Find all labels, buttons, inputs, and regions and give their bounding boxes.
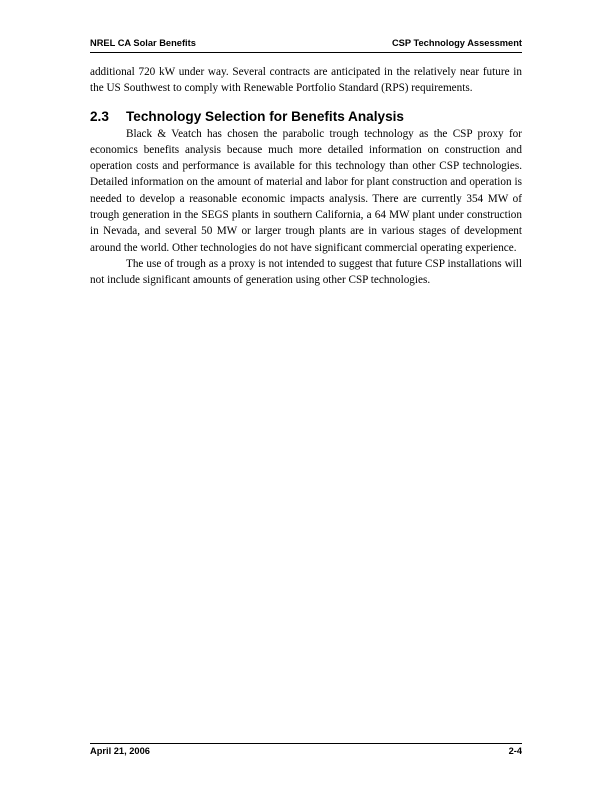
section-number: 2.3 [90, 108, 109, 124]
body-paragraph: Black & Veatch has chosen the parabolic trough technology as the CSP proxy for economics benefits analysis because much more detailed information on construction and operation costs and performance is available for this technology than other CSP technologies. Detailed information on the amount of material and labor for plant construction and operation is needed to develop a reasonable economic impacts analysis. There are currently 354 MW of trough generation in the SEGS plants in southern California, a 64 MW plant under construction in Nevada, and several 50 MW or larger trough plants are in various stages of development around the world. Other technologies do not have significant commercial operating experience. [90, 127, 522, 254]
page-footer [90, 743, 522, 758]
body-paragraph: The use of trough as a proxy is not intended to suggest that future CSP installations will not include significant amounts of generation using other CSP technologies. [90, 257, 522, 287]
header-document-title: NREL CA Solar Benefits [90, 38, 196, 48]
section-heading [90, 108, 522, 126]
footer-date: April 21, 2006 [90, 746, 150, 756]
page-header [90, 36, 522, 53]
section-title: Technology Selection for Benefits Analysis [126, 108, 404, 124]
page-body [90, 64, 522, 289]
intro-paragraph: additional 720 kW under way. Several contracts are anticipated in the relatively near future in the US Southwest to comply with Renewable Portfolio Standard (RPS) requirements. [90, 66, 522, 95]
header-section-title: CSP Technology Assessment [391, 38, 522, 48]
footer-page-number: 2-4 [508, 746, 522, 756]
